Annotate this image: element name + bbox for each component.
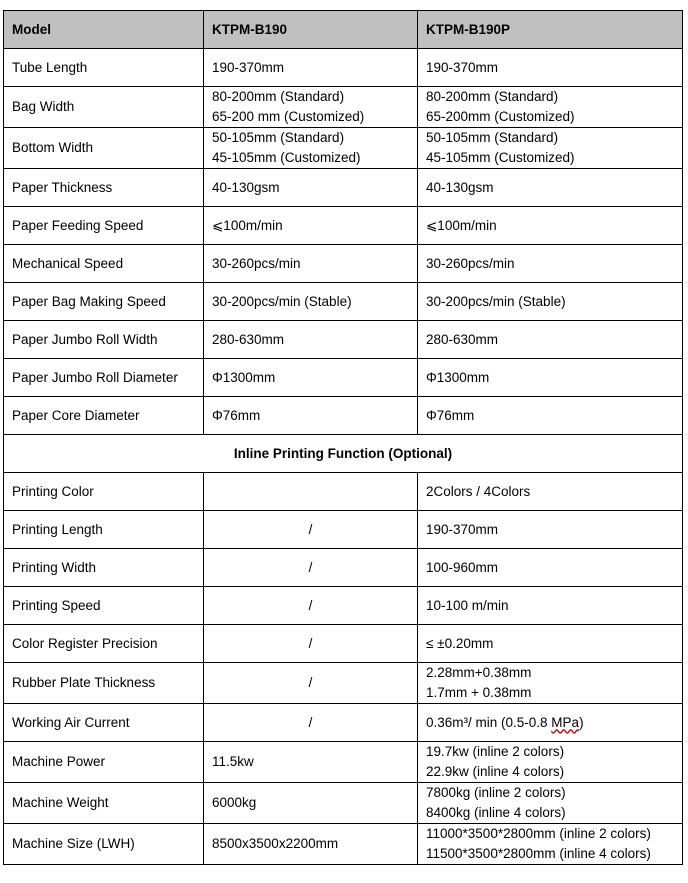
b190p-value: 10-100 m/min [418, 587, 683, 625]
table-row [4, 397, 683, 435]
b190-value: 6000kg [204, 783, 418, 824]
value-line: 65-200mm (Customized) [426, 109, 575, 124]
header-ktpm-b190p: KTPM-B190P [418, 11, 683, 49]
b190p-value: Φ1300mm [418, 359, 683, 397]
row-label: Machine Weight [4, 783, 204, 824]
b190-value: / [204, 511, 418, 549]
section-title: Inline Printing Function (Optional) [4, 435, 683, 473]
b190p-value [418, 742, 683, 783]
row-label: Paper Jumbo Roll Width [4, 321, 204, 359]
b190p-value: ⩽100m/min [418, 207, 683, 245]
b190p-value: ≤ ±0.20mm [418, 625, 683, 663]
b190p-value: 30-260pcs/min [418, 245, 683, 283]
value-line: 45-105mm (Customized) [212, 150, 361, 165]
row-label: Machine Power [4, 742, 204, 783]
header-ktpm-b190: KTPM-B190 [204, 11, 418, 49]
b190p-value: 190-370mm [418, 511, 683, 549]
b190-value [204, 87, 418, 128]
b190p-value: 30-200pcs/min (Stable) [418, 283, 683, 321]
row-label: Working Air Current [4, 704, 204, 742]
row-label: Bottom Width [4, 128, 204, 169]
row-label: Paper Feeding Speed [4, 207, 204, 245]
b190-value: / [204, 704, 418, 742]
table-row [4, 321, 683, 359]
value-line: 80-200mm (Standard) [426, 89, 559, 104]
b190p-value: 190-370mm [418, 49, 683, 87]
table-row [4, 587, 683, 625]
row-label: Mechanical Speed [4, 245, 204, 283]
value-line: 50-105mm (Standard) [426, 130, 559, 145]
b190-value: 40-130gsm [204, 169, 418, 207]
row-label: Printing Width [4, 549, 204, 587]
b190-value: Φ1300mm [204, 359, 418, 397]
row-label: Paper Jumbo Roll Diameter [4, 359, 204, 397]
b190p-value [418, 783, 683, 824]
value-line: 2.28mm+0.38mm [426, 665, 532, 680]
table-row [4, 283, 683, 321]
row-label: Printing Length [4, 511, 204, 549]
b190-value: 280-630mm [204, 321, 418, 359]
table-row [4, 511, 683, 549]
b190-value: 11.5kw [204, 742, 418, 783]
row-label: Printing Speed [4, 587, 204, 625]
b190-value: 30-260pcs/min [204, 245, 418, 283]
b190-value: / [204, 549, 418, 587]
section-header-row [4, 435, 683, 473]
table-row [4, 783, 683, 824]
b190-value: 190-370mm [204, 49, 418, 87]
row-label: Paper Bag Making Speed [4, 283, 204, 321]
row-label: Paper Thickness [4, 169, 204, 207]
b190p-value: 280-630mm [418, 321, 683, 359]
table-row [4, 704, 683, 742]
header-model: Model [4, 11, 204, 49]
table-row [4, 245, 683, 283]
b190-value [204, 473, 418, 511]
b190-value: 30-200pcs/min (Stable) [204, 283, 418, 321]
value-line: 45-105mm (Customized) [426, 150, 575, 165]
table-row [4, 207, 683, 245]
table-row [4, 169, 683, 207]
b190-value: Φ76mm [204, 397, 418, 435]
value-line: 7800kg (inline 2 colors) [426, 785, 566, 800]
table-row [4, 128, 683, 169]
b190p-value [418, 87, 683, 128]
b190p-value [418, 663, 683, 704]
value-line: 19.7kw (inline 2 colors) [426, 744, 565, 759]
table-row [4, 87, 683, 128]
row-label: Machine Size (LWH) [4, 824, 204, 865]
table-row [4, 49, 683, 87]
b190-value: / [204, 625, 418, 663]
b190p-value: 40-130gsm [418, 169, 683, 207]
spellcheck-underlined-text: MPa [551, 714, 580, 730]
b190-value: 8500x3500x2200mm [204, 824, 418, 865]
spec-table [3, 10, 683, 865]
row-label: Color Register Precision [4, 625, 204, 663]
table-row [4, 473, 683, 511]
value-line: 8400kg (inline 4 colors) [426, 805, 566, 820]
table-row [4, 549, 683, 587]
b190-value: / [204, 587, 418, 625]
value-line: 1.7mm + 0.38mm [426, 685, 532, 700]
value-line: 11500*3500*2800mm (inline 4 colors) [426, 846, 651, 861]
value-line: 80-200mm (Standard) [212, 89, 345, 104]
row-label: Tube Length [4, 49, 204, 87]
value-line: 11000*3500*2800mm (inline 2 colors) [426, 826, 651, 841]
b190p-value: 100-960mm [418, 549, 683, 587]
table-row [4, 663, 683, 704]
b190p-value: 2Colors / 4Colors [418, 473, 683, 511]
b190-value [204, 128, 418, 169]
table-row [4, 742, 683, 783]
table-row [4, 625, 683, 663]
b190p-value [418, 824, 683, 865]
row-label: Rubber Plate Thickness [4, 663, 204, 704]
value-line: 65-200 mm (Customized) [212, 109, 365, 124]
row-label: Bag Width [4, 87, 204, 128]
table-header-row [4, 11, 683, 49]
table-row [4, 359, 683, 397]
b190p-value: 0.36m³/ min (0.5-0.8 MPa) [418, 704, 683, 742]
b190-value: / [204, 663, 418, 704]
value-line: 50-105mm (Standard) [212, 130, 345, 145]
row-label: Printing Color [4, 473, 204, 511]
value-line: 22.9kw (inline 4 colors) [426, 764, 565, 779]
row-label: Paper Core Diameter [4, 397, 204, 435]
b190p-value: Φ76mm [418, 397, 683, 435]
table-row [4, 824, 683, 865]
b190p-value [418, 128, 683, 169]
b190-value: ⩽100m/min [204, 207, 418, 245]
